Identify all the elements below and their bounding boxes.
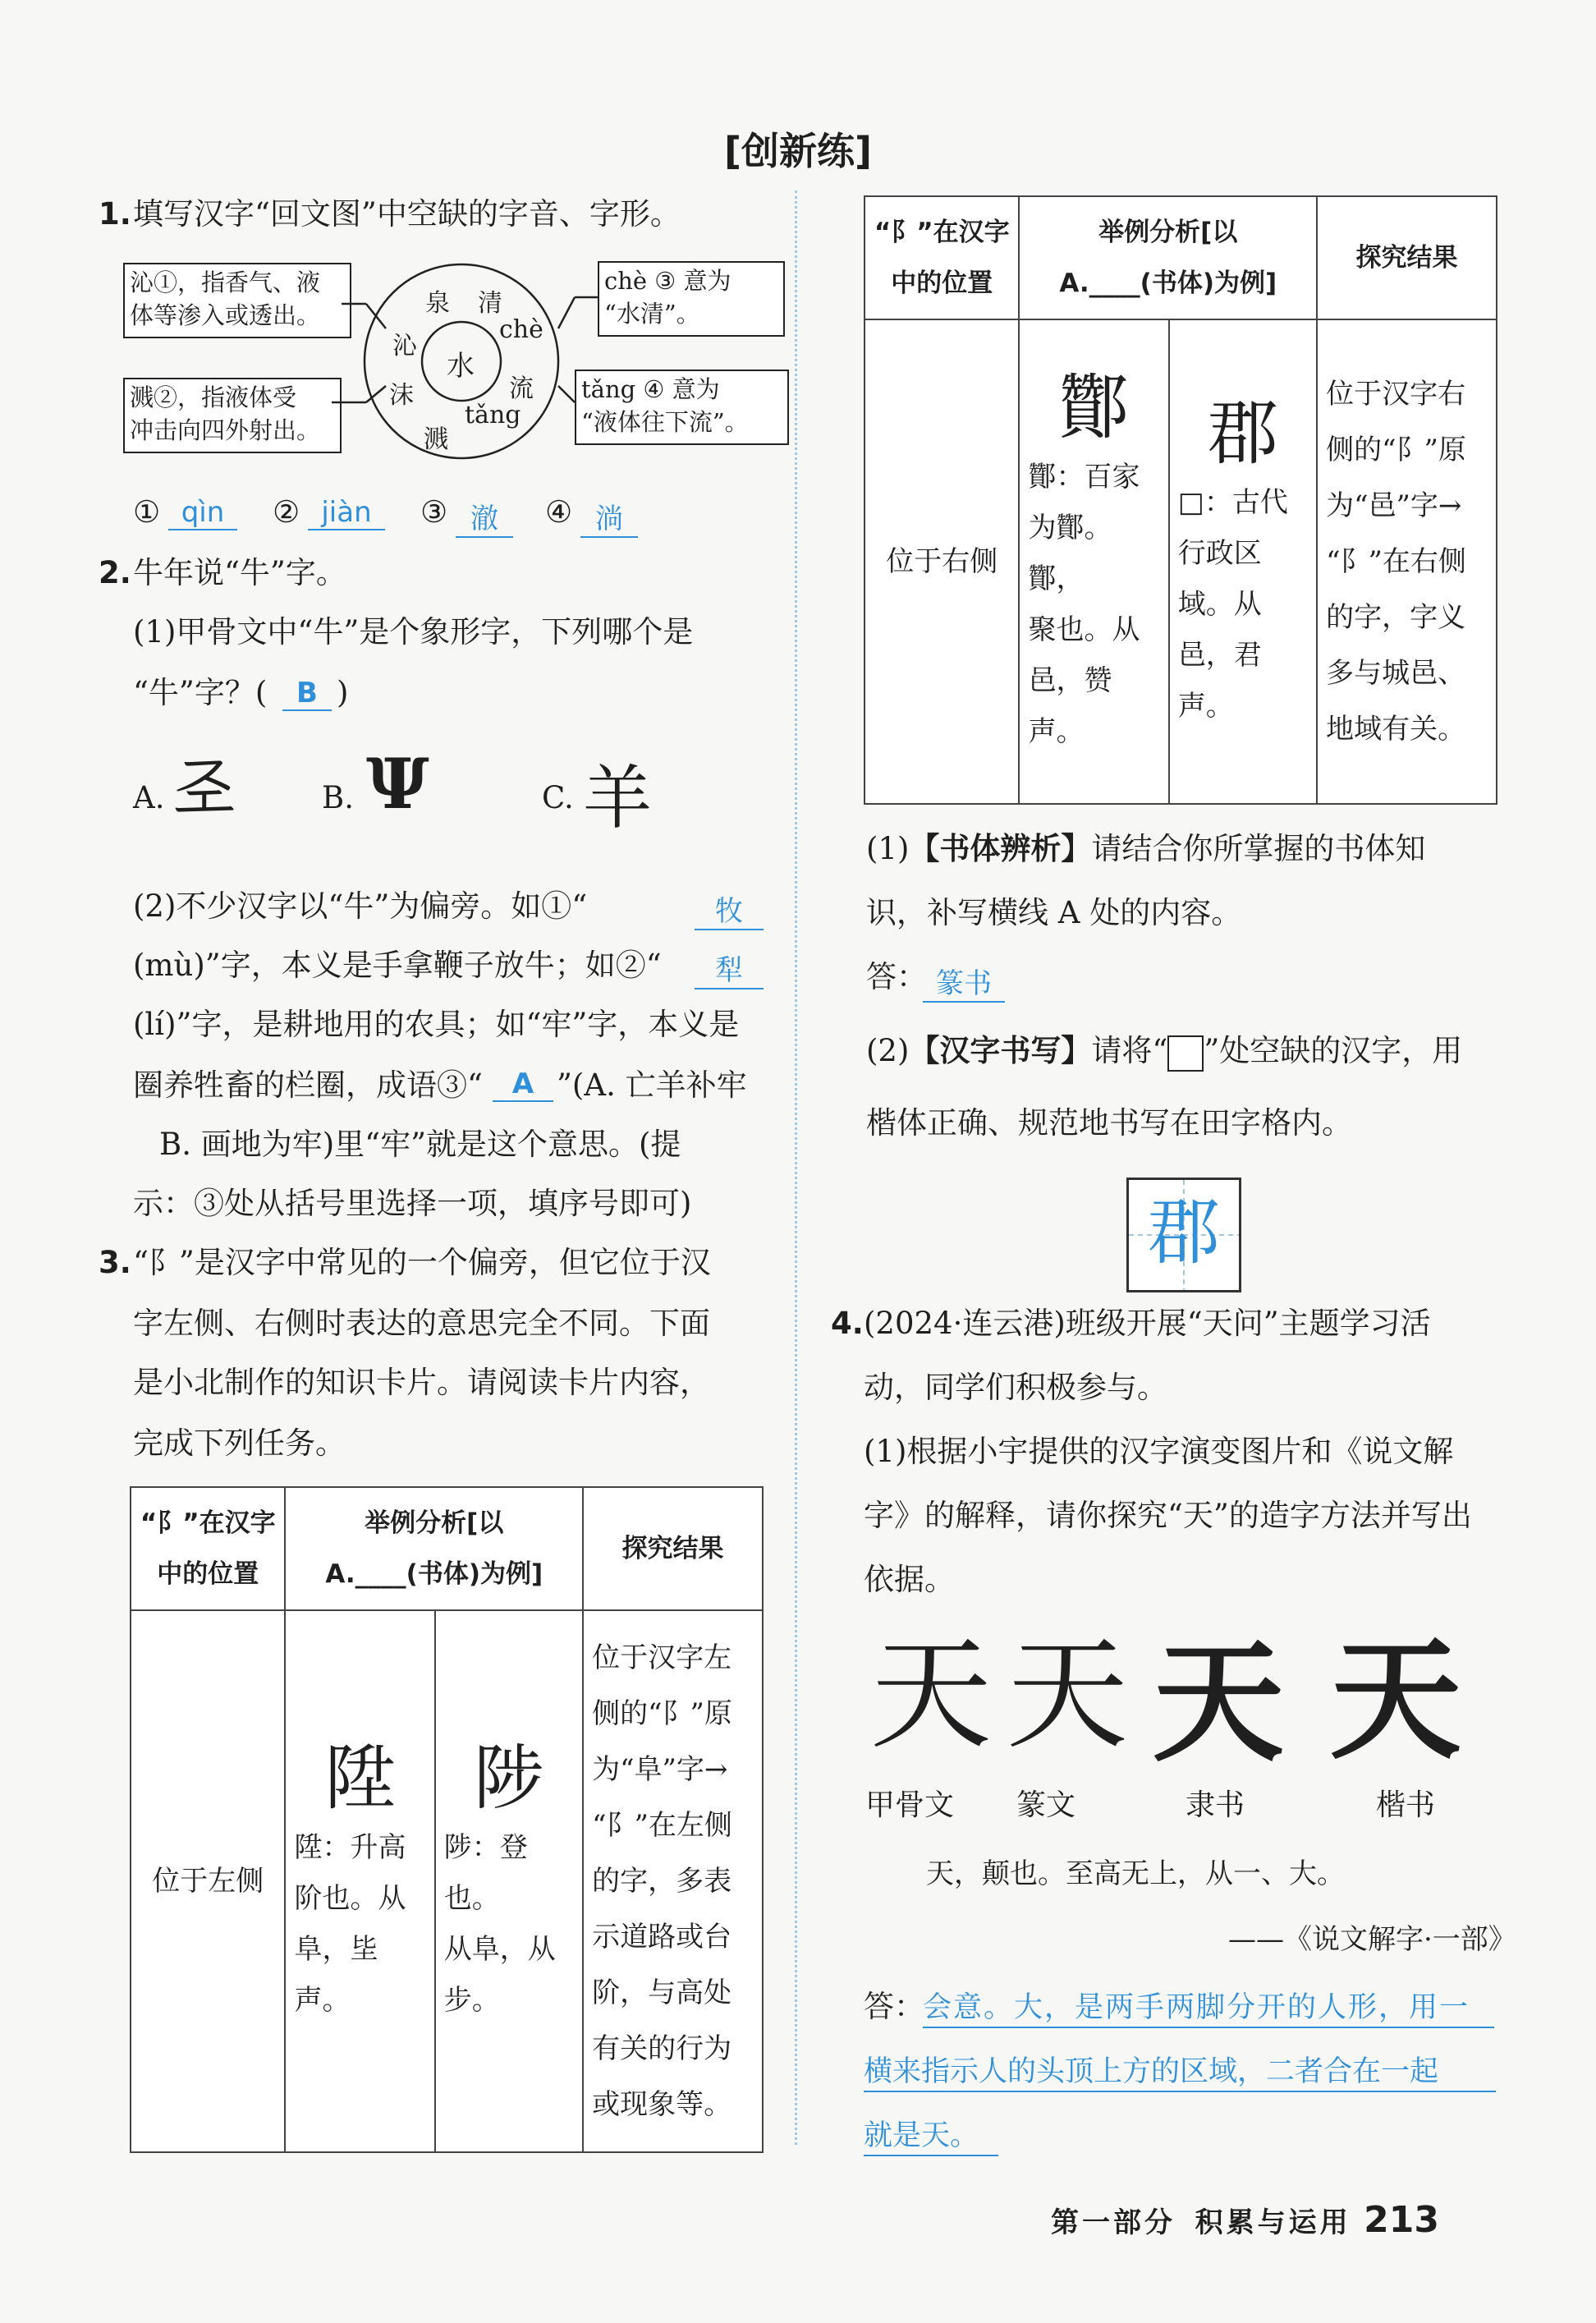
q2-p2-line4b: ”(A. 亡羊补牢 (557, 1067, 747, 1103)
q3-right-header-position (864, 196, 1019, 319)
footer-subject: 积累与运用 (1195, 2206, 1351, 2239)
q3-left-result-l9: 或现象等。 (592, 2088, 732, 2121)
q3-sub1-text: 请结合你所掌握的书体知 (1091, 831, 1426, 866)
q4-line5: 依据。 (864, 1562, 955, 1597)
q3-left-header-example (285, 1487, 583, 1610)
q3-right-ex1-l2: 为酇。酇， (1028, 511, 1112, 595)
q3-left-header-position-l2: 中的位置 (157, 1559, 259, 1589)
q3-sub2-blank-box (1167, 1035, 1204, 1072)
q3-left-result-l4: “阝”在左侧 (592, 1809, 732, 1842)
q1-box-tl-line2: 体等渗入或透出。 (130, 301, 321, 329)
footer-page-number: 213 (1364, 2199, 1440, 2241)
q1-answer-4: 淌 (580, 496, 638, 538)
q3-sub1-tag: 【书体辨析】 (909, 831, 1092, 866)
q3-left-header-position-l1: “阝”在汉字 (140, 1508, 276, 1538)
q3-sub1-line2: 识，补写横线 A 处的内容。 (866, 895, 1242, 930)
q4-label-regular: 楷书 (1376, 1788, 1436, 1822)
q4-line3: (1)根据小宇提供的汉字演变图片和《说文解 (864, 1434, 1454, 1469)
q2-option-c-label: C. (542, 780, 574, 815)
q3-left-header-position (131, 1487, 285, 1610)
q3-right-header-result: 探究结果 (1317, 196, 1497, 319)
section-title: [创新练] (723, 129, 873, 173)
q1-answer-label-4: ④ (545, 494, 573, 530)
q3-left-ex2-l2: 从阜，从 (443, 1932, 556, 1966)
q3-line2: 字左侧、右侧时表达的意思完全不同。下面 (133, 1306, 710, 1341)
q3-sub2-text2: ”处空缺的汉字，用 (1204, 1033, 1463, 1068)
q3-sub2-line1 (866, 1031, 1462, 1072)
q3-left-result-l8: 有关的行为 (592, 2032, 732, 2065)
q3-right-position: 位于右侧 (864, 319, 1019, 804)
q1-circle-center: 水 (447, 350, 475, 383)
q3-left-position: 位于左侧 (131, 1610, 285, 2152)
q2-p2-line4a: 圈养牲畜的栏圈，成语③“ (133, 1067, 483, 1103)
q3-right-example1 (1019, 319, 1168, 804)
q2-option-a-label: A. (133, 780, 165, 815)
q1-box-bl-line1: 溅②，指液体受 (130, 383, 297, 411)
q3-line3: 是小北制作的知识卡片。请阅读卡片内容， (133, 1365, 710, 1400)
q2-title: 牛年说“牛”字。 (133, 555, 346, 590)
q3-left-result-l3: 为“阜”字→ (592, 1753, 728, 1786)
q2-number: 2. (99, 555, 131, 590)
q3-left-ex2-l3: 步。 (443, 1983, 500, 2017)
q1-text: 填写汉字“回文图”中空缺的字音、字形。 (133, 196, 681, 232)
q1-box-tl-line1: 沁①，指香气、液 (130, 269, 321, 296)
q3-right-header-example-l2: A.____(书体)为例] (1059, 269, 1277, 298)
q4-line2: 动，同学们积极参与。 (864, 1370, 1167, 1405)
q2-option-c-glyph: 羊 (583, 758, 653, 838)
q3-left-ex2-l1: 陟：登也。 (443, 1830, 528, 1915)
q4-label-oracle: 甲骨文 (865, 1788, 955, 1822)
q3-number: 3. (99, 1245, 131, 1280)
q3-right-ex1-l3: 聚也。从 (1028, 613, 1140, 646)
q2-p1-answer: B (282, 677, 332, 711)
q4-source: ——《说文解字·一部》 (1228, 1923, 1516, 1956)
q3-left-example1 (285, 1610, 434, 2152)
q4-glyph-regular: 天 (1330, 1623, 1462, 1777)
q1-box-tr-line1: chè ③ 意为 (604, 267, 732, 295)
q3-sub1-line1 (866, 829, 1425, 869)
q3-right-example2-glyph: 郡 (1207, 393, 1278, 475)
q2-p1-close: ) (337, 675, 349, 710)
q1-circle-right1: chè (499, 315, 543, 344)
q3-left-ex1-l3: 阜，坒声。 (294, 1932, 378, 2017)
q3-left-result-l1: 位于汉字左 (592, 1641, 732, 1674)
q1-box-bl-line2: 冲击向四外射出。 (130, 416, 321, 444)
q1-circle-left1: 沁 (392, 332, 417, 360)
q3-left-ex1-l2: 阶也。从 (294, 1881, 406, 1915)
q3-right-ex2-l1: □：古代 (1177, 485, 1288, 519)
q3-left-header-example-l1: 举例分析[以 (365, 1508, 504, 1538)
q4-label-seal: 篆文 (1016, 1788, 1076, 1822)
q3-left-ex1-l1: 陞：升高 (294, 1830, 406, 1864)
q4-line1: (2024·连云港)班级开展“天问”主题学习活 (864, 1306, 1431, 1341)
q1-answer-label-3: ③ (420, 494, 448, 530)
q3-sub2-tag: 【汉字书写】 (909, 1033, 1092, 1068)
q3-right-card (864, 195, 1497, 805)
q3-right-example2 (1169, 319, 1317, 804)
q3-right-example1-glyph: 酇 (1058, 367, 1130, 450)
q2-p1-line2: “牛”字？( (133, 675, 268, 710)
q3-right-result-l7: 地域有关。 (1326, 713, 1466, 746)
footer-part: 第一部分 (1051, 2206, 1176, 2239)
q1-circle-top1: 泉 (425, 289, 450, 318)
q1-circle-bottom1: tǎng (465, 401, 521, 429)
q3-right-result-l5: 的字，字义 (1326, 601, 1466, 634)
q3-right-ex2-l4: 邑，君声。 (1177, 638, 1262, 723)
q1-box-br-line2: “液体往下流”。 (581, 408, 749, 436)
q2-p2-answer1: 牧 (695, 888, 764, 930)
q2-p2-line6: 示：③处从括号里选择一项，填序号即可) (133, 1186, 692, 1221)
q4-label-clerical: 隶书 (1186, 1788, 1245, 1822)
q4-line4: 字》的解释，请你探究“天”的造字方法并写出 (864, 1498, 1472, 1533)
q3-left-result-l6: 示道路或台 (592, 1921, 732, 1953)
q3-right-ex2-l2: 行政区 (1177, 536, 1262, 570)
q2-p2-answer2: 犁 (695, 948, 764, 989)
q3-right-ex1-l4: 邑，赞声。 (1028, 663, 1112, 748)
q3-right-header-example-l1: 举例分析[以 (1098, 218, 1238, 247)
tianzige-grid (1126, 1178, 1241, 1292)
q2-p2-line1: (2)不少汉字以“牛”为偏旁。如①“ (133, 888, 588, 924)
q3-right-result-l4: “阝”在右侧 (1326, 545, 1466, 578)
q3-left-header-result: 探究结果 (583, 1487, 763, 1610)
q3-left-header-example-l2: A.____(书体)为例] (325, 1559, 543, 1589)
q1-answer-1: qìn (168, 496, 237, 530)
q3-right-header-example (1019, 196, 1317, 319)
q2-p1-line1: (1)甲骨文中“牛”是个象形字，下列哪个是 (133, 614, 694, 650)
q4-answer-line1: 会意。大，是两手两脚分开的人形，用一 (923, 1989, 1494, 2028)
q4-glyph-seal: 天 (1007, 1624, 1128, 1765)
q4-glyph-clerical: 天 (1153, 1626, 1285, 1779)
q3-right-ex2-l3: 域。从 (1177, 587, 1262, 621)
tianzige-answer-char: 郡 (1147, 1190, 1220, 1274)
q3-left-card (130, 1486, 764, 2153)
q3-right-ex1-l1: 酇：百家 (1028, 460, 1140, 494)
q2-option-a-glyph: 𢀖 (172, 750, 237, 824)
q4-answer-line2: 横来指示人的头顶上方的区域，二者合在一起 (864, 2053, 1496, 2092)
q3-right-result-l2: 侧的“阝”原 (1326, 434, 1466, 466)
q3-sub2-prefix: (2) (866, 1033, 910, 1068)
q4-glyph-oracle: 天 (870, 1624, 992, 1765)
q1-box-br-line1: tǎng ④ 意为 (581, 375, 720, 403)
q3-right-result-l1: 位于汉字右 (1326, 378, 1466, 411)
q3-left-result-l7: 阶，与高处 (592, 1976, 732, 2009)
q3-left-example2-glyph: 陟 (473, 1738, 544, 1820)
q1-circle-bottom2: 溅 (424, 425, 448, 454)
q3-right-result-l3: 为“邑”字→ (1326, 489, 1462, 522)
q1-circle-right2: 流 (509, 374, 534, 403)
q3-line4: 完成下列任务。 (133, 1425, 346, 1461)
footer (1051, 2199, 1439, 2241)
q4-answer-label: 答： (864, 1989, 924, 2024)
q3-right-result-l6: 多与城邑、 (1326, 657, 1466, 690)
q1-answer-label-1: ① (133, 494, 161, 530)
q3-right-result (1317, 319, 1497, 804)
q1-answer-3: 澈 (456, 496, 513, 538)
q3-sub1-answer: 篆书 (923, 961, 1005, 1003)
q3-sub1-answer-label: 答： (866, 959, 927, 994)
q1-circle-top2: 清 (478, 289, 502, 318)
q3-sub2-line2: 楷体正确、规范地书写在田字格内。 (866, 1105, 1352, 1141)
q4-answer-line3: 就是天。 (864, 2117, 998, 2156)
q3-left-result-l5: 的字，多表 (592, 1865, 732, 1898)
q3-line1: “阝”是汉字中常见的一个偏旁，但它位于汉 (133, 1245, 711, 1280)
q2-option-b-label: B. (322, 780, 354, 815)
q3-sub2-text1: 请将“ (1091, 1033, 1168, 1068)
q3-left-example2 (435, 1610, 583, 2152)
q2-p2-line3: (lí)”字，是耕地用的农具；如“牢”字，本义是 (133, 1007, 740, 1042)
q4-number: 4. (831, 1306, 864, 1341)
q1-answer-2: jiàn (308, 496, 385, 530)
q2-p2-line2: (mù)”字，本义是手拿鞭子放牛；如②“ (133, 948, 662, 983)
q2-p2-answer3: A (493, 1067, 553, 1102)
q1-answer-label-2: ② (273, 494, 300, 530)
q1-number: 1. (99, 196, 131, 232)
q2-p2-line5: B. 画地为牢)里“牢”就是这个意思。(提 (159, 1127, 681, 1162)
q3-left-result (583, 1610, 763, 2152)
q3-left-example1-glyph: 陞 (324, 1738, 396, 1820)
q3-right-header-position-l2: 中的位置 (891, 269, 993, 298)
q2-option-b-glyph: Ψ (366, 743, 429, 824)
q4-quote: 天，颠也。至高无上，从一、大。 (926, 1857, 1345, 1890)
q3-left-result-l2: 侧的“阝”原 (592, 1697, 732, 1730)
q3-sub1-prefix: (1) (866, 831, 910, 866)
q3-right-header-position-l1: “阝”在汉字 (874, 218, 1010, 247)
q1-box-tr-line2: “水清”。 (604, 300, 700, 328)
q1-circle-left2: 沫 (389, 381, 414, 410)
